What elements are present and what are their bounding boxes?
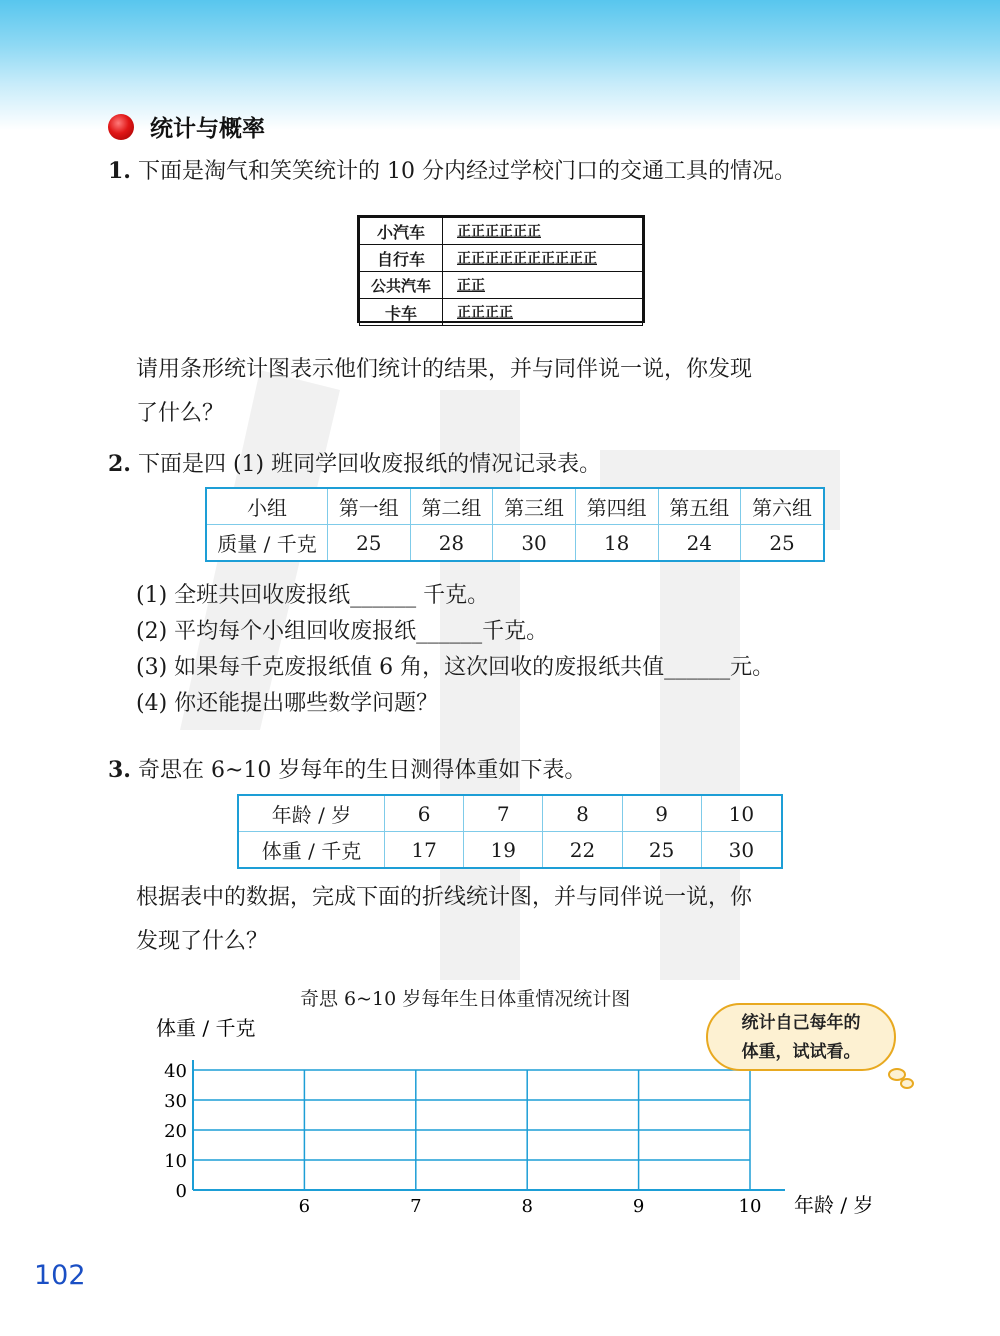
table-cell: 7 bbox=[464, 795, 543, 832]
question-1-instruction bbox=[136, 348, 752, 436]
answer-blank[interactable]: ______ bbox=[664, 655, 731, 680]
instruction-line: 了什么？ bbox=[136, 401, 225, 426]
instruction-line: 根据表中的数据，完成下面的折线统计图，并与同伴说一说，你 bbox=[136, 885, 753, 910]
section-header bbox=[108, 110, 265, 143]
table-header-cell: 第六组 bbox=[741, 488, 824, 525]
table-header-row bbox=[206, 488, 824, 525]
table-cell: 9 bbox=[622, 795, 701, 832]
table-cell: 25 bbox=[622, 832, 701, 869]
instruction-line: 请用条形统计图表示他们统计的结果，并与同伴说一说，你发现 bbox=[136, 357, 753, 382]
page-number: 102 bbox=[34, 1260, 86, 1291]
table-row-label: 体重 / 千克 bbox=[238, 832, 385, 869]
table-cell: 24 bbox=[658, 525, 741, 562]
x-tick-label: 7 bbox=[410, 1196, 422, 1217]
subquestion-2 bbox=[136, 614, 774, 650]
table-cell: 30 bbox=[493, 525, 576, 562]
table-header-cell: 第二组 bbox=[410, 488, 493, 525]
table-cell: 22 bbox=[543, 832, 622, 869]
question-3-instruction bbox=[136, 876, 752, 964]
y-tick-label: 40 bbox=[164, 1061, 187, 1082]
table-cell: 17 bbox=[385, 832, 464, 869]
thought-bubble bbox=[706, 1003, 896, 1071]
tally-row bbox=[360, 218, 643, 245]
subquestion-text: (1) 全班共回收废报纸 bbox=[136, 583, 351, 608]
answer-blank[interactable]: ______ bbox=[350, 583, 417, 608]
bubble-line: 体重，试试看。 bbox=[741, 1042, 861, 1062]
table-cell: 30 bbox=[701, 832, 782, 869]
tally-label: 自行车 bbox=[360, 245, 443, 272]
bubble-line: 统计自己每年的 bbox=[741, 1013, 861, 1033]
question-text: 奇思在 6~10 岁每年的生日测得体重如下表。 bbox=[137, 758, 587, 783]
table-row-label: 年龄 / 岁 bbox=[238, 795, 385, 832]
tally-label: 卡车 bbox=[360, 299, 443, 326]
subquestion-1 bbox=[136, 578, 774, 614]
subquestion-unit: 千克。 bbox=[416, 583, 490, 608]
question-number: 2. bbox=[108, 451, 131, 477]
x-tick-label: 8 bbox=[521, 1196, 533, 1217]
question-3 bbox=[108, 754, 586, 787]
question-2 bbox=[108, 448, 601, 481]
y-axis-label: 体重 / 千克 bbox=[156, 1016, 256, 1040]
table-cell: 19 bbox=[464, 832, 543, 869]
tally-marks: 正正正正正正正正正正 bbox=[443, 245, 643, 272]
chart-title: 奇思 6~10 岁每年生日体重情况统计图 bbox=[300, 988, 631, 1010]
question-text: 下面是四 (1) 班同学回收废报纸的情况记录表。 bbox=[137, 452, 602, 477]
tally-label: 小汽车 bbox=[360, 218, 443, 245]
subquestion-3 bbox=[136, 650, 774, 686]
x-tick-label: 9 bbox=[632, 1196, 645, 1217]
table-header-cell: 第一组 bbox=[328, 488, 411, 525]
subquestion-4 bbox=[136, 686, 774, 722]
table-header-cell: 第五组 bbox=[658, 488, 741, 525]
table-cell: 28 bbox=[410, 525, 493, 562]
section-title: 统计与概率 bbox=[150, 116, 265, 142]
tally-marks: 正正正正 bbox=[443, 299, 643, 326]
subquestion-unit: 千克。 bbox=[482, 619, 549, 644]
table-cell: 6 bbox=[385, 795, 464, 832]
x-tick-label: 10 bbox=[738, 1196, 762, 1217]
subquestion-text: (2) 平均每个小组回收废报纸 bbox=[136, 619, 417, 644]
table-row bbox=[206, 525, 824, 562]
y-tick-label: 20 bbox=[164, 1121, 187, 1142]
table-header-cell: 第三组 bbox=[493, 488, 576, 525]
table-cell: 8 bbox=[543, 795, 622, 832]
y-tick-label: 10 bbox=[164, 1151, 187, 1172]
tally-row bbox=[360, 245, 643, 272]
question-2-subquestions bbox=[136, 578, 774, 722]
instruction-line: 发现了什么？ bbox=[136, 929, 269, 954]
x-axis-label: 年龄 / 岁 bbox=[794, 1193, 874, 1217]
table-cell: 25 bbox=[741, 525, 824, 562]
y-tick-label: 30 bbox=[164, 1091, 187, 1112]
y-tick-label: 0 bbox=[175, 1181, 187, 1202]
paper-recycling-table bbox=[205, 487, 825, 562]
tally-row bbox=[360, 272, 643, 299]
table-header-cell: 第四组 bbox=[575, 488, 658, 525]
question-1 bbox=[108, 155, 796, 188]
tally-row bbox=[360, 299, 643, 326]
question-number: 3. bbox=[108, 757, 131, 783]
table-header-cell: 小组 bbox=[206, 488, 328, 525]
tally-marks: 正正 bbox=[443, 272, 643, 299]
table-cell: 10 bbox=[701, 795, 782, 832]
tally-table bbox=[357, 215, 645, 323]
tally-marks: 正正正正正正 bbox=[443, 218, 643, 245]
table-row bbox=[238, 832, 782, 869]
answer-blank[interactable]: ______ bbox=[416, 619, 483, 644]
subquestion-text: (4) 你还能提出哪些数学问题？ bbox=[136, 691, 439, 716]
subquestion-unit: 元。 bbox=[730, 655, 775, 680]
table-cell: 18 bbox=[575, 525, 658, 562]
x-tick-label: 6 bbox=[298, 1196, 311, 1217]
bullet-icon bbox=[108, 114, 134, 140]
weight-table bbox=[237, 794, 783, 869]
table-row-label: 质量 / 千克 bbox=[206, 525, 328, 562]
question-number: 1. bbox=[108, 158, 131, 184]
table-header-row bbox=[238, 795, 782, 832]
question-text: 下面是淘气和笑笑统计的 10 分内经过学校门口的交通工具的情况。 bbox=[137, 159, 796, 184]
table-cell: 25 bbox=[328, 525, 411, 562]
bubble-puff bbox=[900, 1078, 914, 1089]
subquestion-text: (3) 如果每千克废报纸值 6 角，这次回收的废报纸共值 bbox=[136, 655, 665, 680]
tally-label: 公共汽车 bbox=[360, 272, 443, 299]
